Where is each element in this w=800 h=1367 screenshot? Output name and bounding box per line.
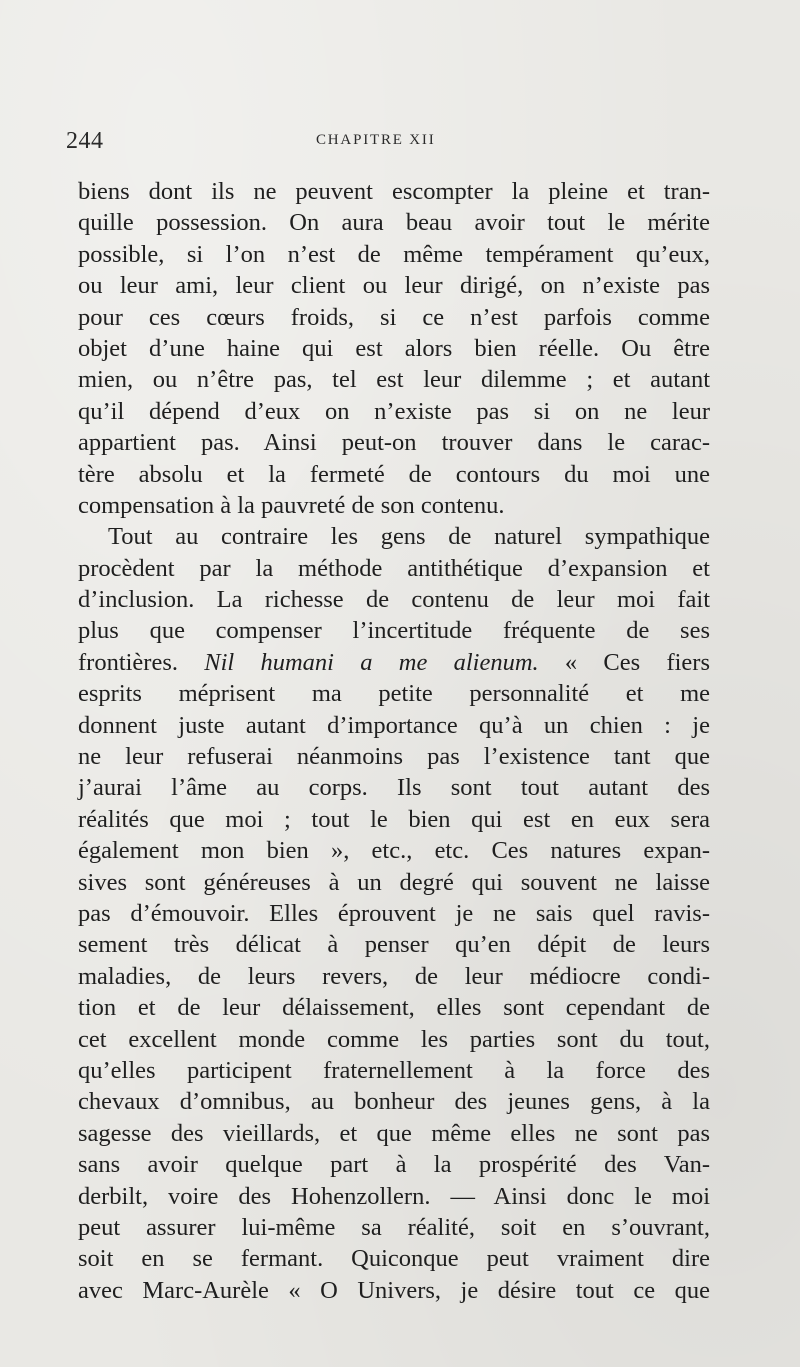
text-line: cet excellent monde comme les parties sont du tout,	[78, 1025, 710, 1053]
text-line-with-italic	[78, 647, 710, 678]
text-line: chevaux d’omnibus, au bonheur des jeunes gens, à la	[78, 1088, 710, 1116]
text-line: esprits méprisent ma petite personnalité et me	[78, 680, 710, 708]
text-line: possible, si l’on n’est de même tempérament qu’eux,	[78, 240, 710, 268]
text-line: sans avoir quelque part à la prospérité des Van-	[78, 1151, 710, 1179]
text-line: qu’elles participent fraternellement à la force des	[78, 1056, 710, 1084]
text-segment: « Ces fiers	[538, 648, 710, 676]
text-line: également mon bien », etc., etc. Ces natures expan-	[78, 837, 710, 865]
text-line: sives sont généreuses à un degré qui souvent ne laisse	[78, 868, 710, 896]
text-line: soit en se fermant. Quiconque peut vraiment dire	[78, 1245, 710, 1273]
text-line: maladies, de leurs revers, de leur médiocre condi-	[78, 962, 710, 990]
paragraph-start-line: Tout au contraire les gens de naturel sympathique	[108, 523, 710, 551]
body-text	[78, 176, 710, 1306]
text-line: sement très délicat à penser qu’en dépit de leurs	[78, 931, 710, 959]
text-line: tion et de leur délaissement, elles sont cependant de	[78, 994, 710, 1022]
text-line: sagesse des vieillards, et que même elles ne sont pas	[78, 1119, 710, 1147]
text-line: objet d’une haine qui est alors bien réelle. Ou être	[78, 334, 710, 362]
running-head: CHAPITRE XII	[316, 132, 436, 148]
latin-quote: Nil humani a me alienum.	[204, 648, 539, 676]
text-line: pour ces cœurs froids, si ce n’est parfois comme	[78, 303, 710, 331]
text-line: mien, ou n’être pas, tel est leur dilemme ; et autant	[78, 366, 710, 394]
text-line: biens dont ils ne peuvent escompter la pleine et tran-	[78, 178, 710, 205]
page-number: 244	[66, 128, 104, 154]
text-line: réalités que moi ; tout le bien qui est en eux sera	[78, 805, 710, 833]
text-line: ne leur refuserai néanmoins pas l’existence tant que	[78, 743, 710, 771]
text-line: compensation à la pauvreté de son contenu.	[78, 491, 505, 519]
text-line: d’inclusion. La richesse de contenu de leur moi fait	[78, 586, 710, 614]
page-header	[66, 128, 716, 158]
text-line: ou leur ami, leur client ou leur dirigé, on n’existe pas	[78, 272, 710, 300]
text-line: appartient pas. Ainsi peut-on trouver dans le carac-	[78, 429, 710, 457]
text-line: quille possession. On aura beau avoir tout le mérite	[78, 209, 710, 237]
text-line: j’aurai l’âme au corps. Ils sont tout autant des	[78, 774, 710, 802]
text-segment: frontières.	[78, 648, 205, 676]
text-line: qu’il dépend d’eux on n’existe pas si on ne leur	[78, 397, 710, 425]
text-line: donnent juste autant d’importance qu’à un chien : je	[78, 711, 710, 739]
text-line: pas d’émouvoir. Elles éprouvent je ne sais quel ravis-	[78, 899, 710, 927]
text-line: procèdent par la méthode antithétique d’expansion et	[78, 554, 710, 582]
text-line: avec Marc-Aurèle « O Univers, je désire tout ce que	[78, 1276, 710, 1304]
text-line: plus que compenser l’incertitude fréquente de ses	[78, 617, 710, 645]
text-line: tère absolu et la fermeté de contours du moi une	[78, 460, 710, 488]
text-line: peut assurer lui-même sa réalité, soit en s’ouvrant,	[78, 1213, 710, 1241]
text-line: derbilt, voire des Hohenzollern. — Ainsi donc le moi	[78, 1182, 710, 1210]
